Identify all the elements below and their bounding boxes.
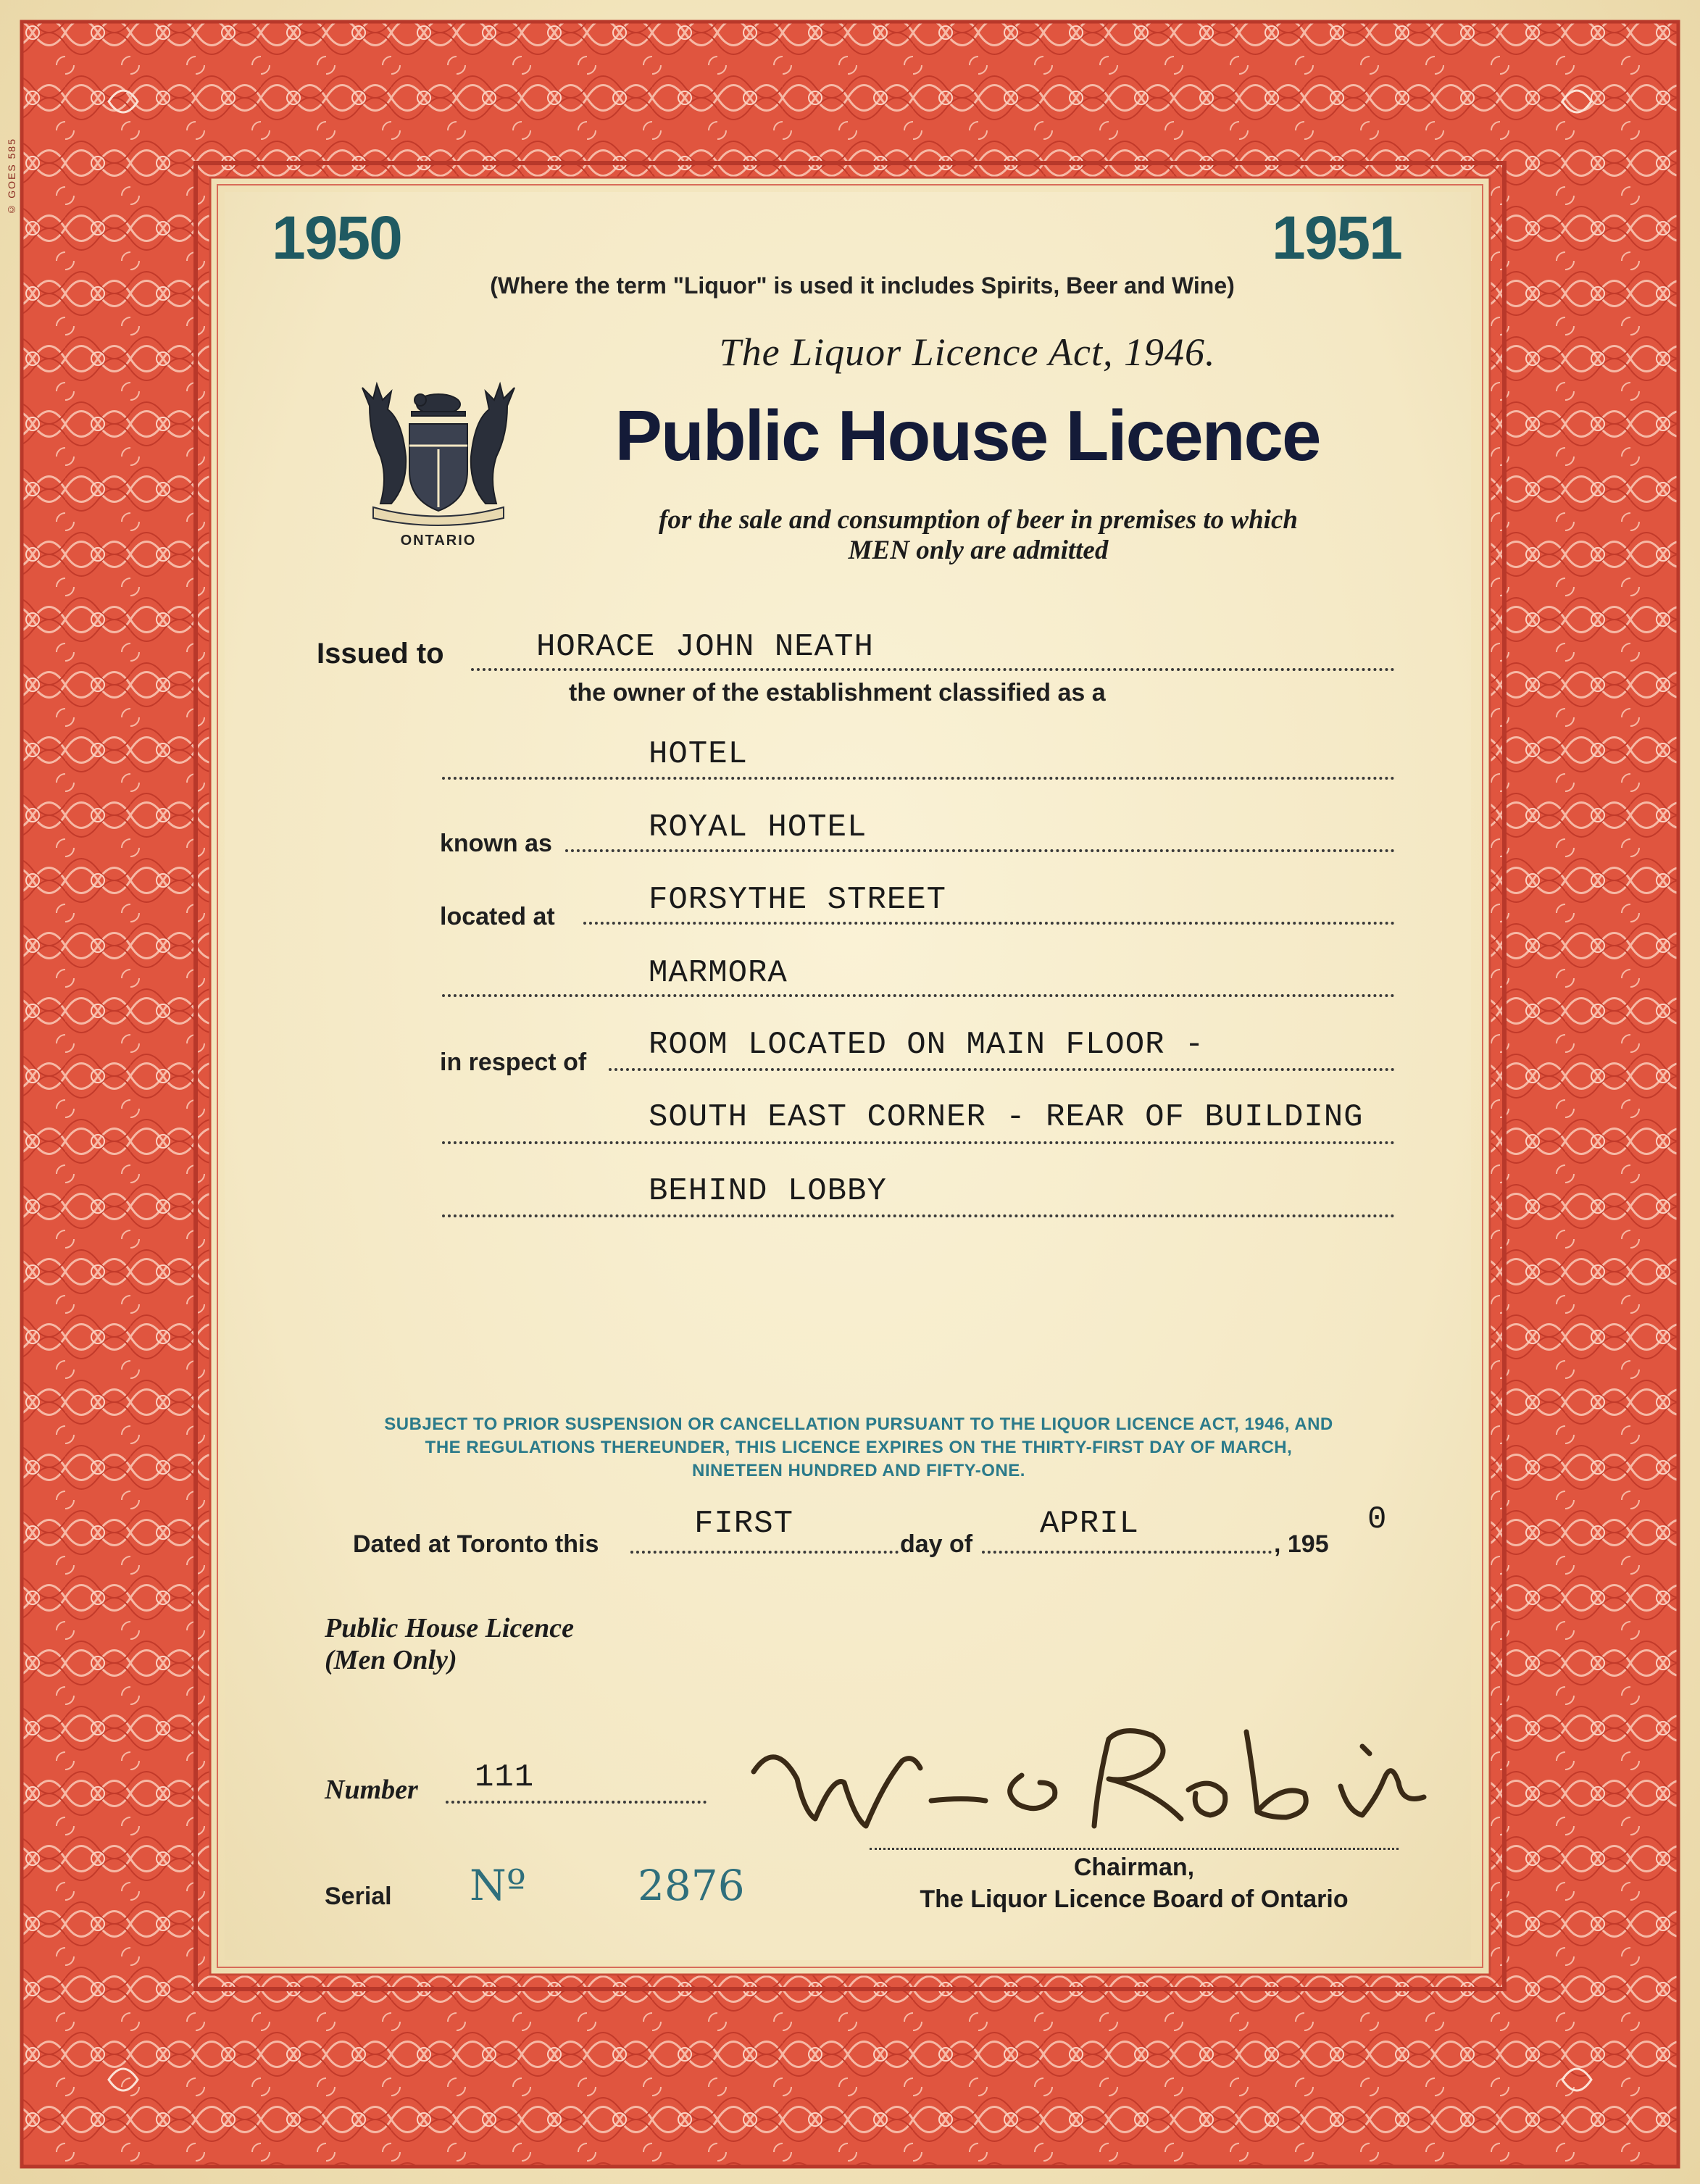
located-at-value-2: MARMORA [649, 955, 788, 991]
number-label: Number [325, 1775, 418, 1805]
licence-type-line-2: (Men Only) [325, 1645, 457, 1675]
licence-type-line-1: Public House Licence [325, 1613, 575, 1643]
dated-prefix: Dated at Toronto this [353, 1530, 599, 1558]
expiry-notice [304, 1413, 1413, 1483]
located-at-value-1: FORSYTHE STREET [649, 882, 947, 918]
located-at-label: located at [440, 903, 555, 930]
subtitle-line-1: for the sale and consumption of beer in premises to which [659, 505, 1298, 535]
licence-type [325, 1612, 574, 1676]
number-line [446, 1801, 707, 1804]
printer-mark: © GOES 585 [6, 138, 17, 216]
ontario-coat-of-arms-icon [348, 377, 529, 529]
issued-to-line [471, 668, 1395, 671]
classification-value: HOTEL [649, 736, 749, 772]
dated-day-value: FIRST [694, 1506, 794, 1542]
day-of-label: day of [900, 1530, 973, 1558]
chairman-title-line-1: Chairman, [1073, 1854, 1195, 1881]
subtitle-line-2: MEN only are admitted [848, 535, 1109, 565]
known-as-label: known as [440, 830, 552, 857]
licence-subtitle [507, 505, 1449, 566]
respect-of-value-1: ROOM LOCATED ON MAIN FLOOR - [649, 1027, 1205, 1063]
licence-title: Public House Licence [614, 396, 1320, 475]
located-at-line-2 [442, 994, 1395, 997]
respect-of-line-2 [442, 1141, 1395, 1144]
year-start: 1950 [272, 204, 401, 272]
dated-year-prefix: , 195 [1274, 1530, 1329, 1558]
owner-text: the owner of the establishment classified as a [569, 679, 1106, 707]
serial-label: Serial [325, 1883, 392, 1910]
signature-line [870, 1848, 1399, 1850]
dated-month-value: APRIL [1040, 1506, 1140, 1542]
chairman-title-line-2: The Liquor Licence Board of Ontario [920, 1885, 1349, 1913]
dated-year-suffix: 0 [1367, 1501, 1388, 1538]
year-end: 1951 [1272, 204, 1401, 272]
respect-of-label: in respect of [440, 1049, 587, 1076]
notice-line-2: THE REGULATIONS THEREUNDER, THIS LICENCE EXPIRES ON THE THIRTY-FIRST DAY OF MARCH, [425, 1438, 1293, 1457]
issued-to-value: HORACE JOHN NEATH [536, 629, 874, 665]
known-as-line [565, 849, 1395, 852]
liquor-term-note: (Where the term "Liquor" is used it includes Spirits, Beer and Wine) [490, 272, 1235, 299]
respect-of-line-1 [609, 1068, 1395, 1071]
chairman-caption [870, 1851, 1399, 1915]
classification-line [442, 777, 1395, 780]
respect-of-value-3: BEHIND LOBBY [649, 1173, 887, 1209]
dated-month-line [982, 1551, 1272, 1554]
serial-value: 2876 [638, 1861, 745, 1910]
dated-day-line [630, 1551, 899, 1554]
issued-to-label: Issued to [317, 638, 444, 670]
respect-of-line-3 [442, 1214, 1395, 1217]
notice-line-3: NINETEEN HUNDRED AND FIFTY-ONE. [692, 1461, 1025, 1480]
located-at-line-1 [583, 922, 1395, 925]
known-as-value: ROYAL HOTEL [649, 809, 867, 846]
respect-of-value-2: SOUTH EAST CORNER - REAR OF BUILDING [649, 1099, 1364, 1135]
chairman-signature [746, 1710, 1435, 1862]
serial-no-symbol: Nº [470, 1861, 527, 1910]
notice-line-1: SUBJECT TO PRIOR SUSPENSION OR CANCELLATION PURSUANT TO THE LIQUOR LICENCE ACT, 1946, AND [384, 1414, 1333, 1434]
emblem-caption: ONTARIO [400, 533, 477, 549]
number-value: 111 [475, 1759, 535, 1796]
act-title: The Liquor Licence Act, 1946. [719, 330, 1216, 374]
